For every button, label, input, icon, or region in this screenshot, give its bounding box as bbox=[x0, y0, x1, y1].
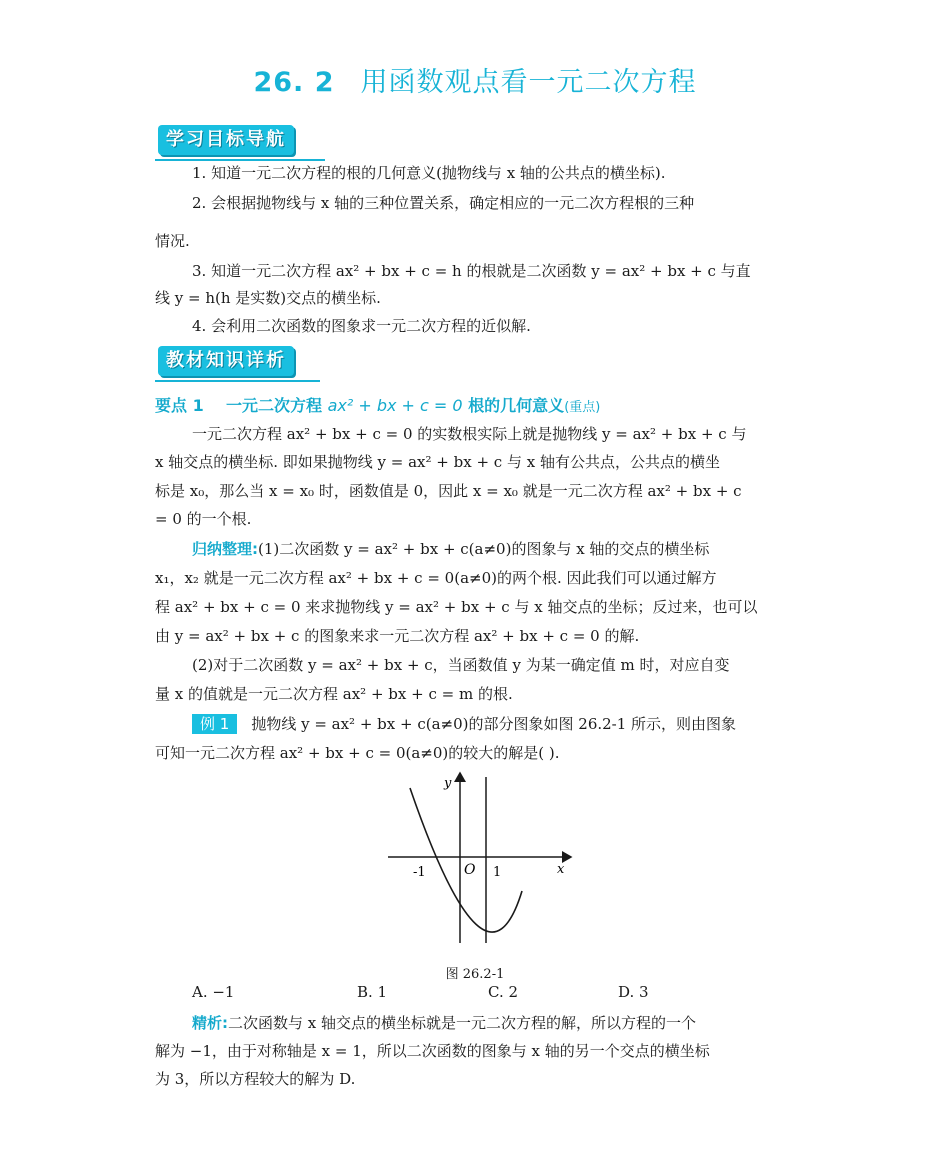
y-label: y bbox=[444, 776, 452, 791]
keypoint-title-after: 根的几何意义 bbox=[462, 396, 565, 415]
example-line-2: 可知一元二次方程 ax² + bx + c = 0(a≠0)的较大的解是( ). bbox=[155, 744, 560, 762]
keypoint-label: 要点 1 bbox=[155, 396, 204, 415]
example-line-1 bbox=[192, 714, 842, 734]
analysis-text-1: 二次函数与 x 轴交点的横坐标就是一元二次方程的解，所以方程的一个 bbox=[228, 1014, 696, 1032]
kp-line-4: = 0 的一个根. bbox=[155, 510, 252, 528]
example-text-1: 抛物线 y = ax² + bx + c(a≠0)的部分图象如图 26.2-1 所示，则由图象 bbox=[251, 715, 737, 733]
goals-banner bbox=[155, 125, 325, 161]
summary-line-3: 程 ax² + bx + c = 0 来求抛物线 y = ax² + bx + c 与 x 轴交点的坐标；反过来，也可以 bbox=[155, 598, 758, 616]
summary-label: 归纳整理: bbox=[192, 540, 258, 558]
parabola-curve bbox=[410, 788, 522, 932]
section-number: 26. 2 bbox=[253, 67, 335, 98]
analysis-banner-label: 教材知识详析 bbox=[158, 346, 294, 376]
goals-banner-label: 学习目标导航 bbox=[158, 125, 294, 155]
goal-1: 1. 知道一元二次方程的根的几何意义(抛物线与 x 轴的公共点的横坐标). bbox=[192, 164, 666, 182]
option-b: B. 1 bbox=[357, 983, 388, 1001]
kp-line-2: x 轴交点的横坐标. 即如果抛物线 y = ax² + bx + c 与 x 轴有公共点，公共点的横坐 bbox=[155, 453, 720, 471]
page-title bbox=[0, 60, 950, 99]
analysis-banner bbox=[155, 346, 320, 382]
banner-underline bbox=[155, 159, 325, 161]
goal-2: 2. 会根据抛物线与 x 轴的三种位置关系，确定相应的一元二次方程根的三种 bbox=[192, 194, 695, 212]
kp-line-3: 标是 x₀，那么当 x = x₀ 时，函数值是 0，因此 x = x₀ 就是一元二次方程 ax² + bx + c bbox=[155, 482, 742, 500]
option-a: A. −1 bbox=[192, 983, 235, 1001]
parabola-figure bbox=[383, 765, 578, 945]
analysis-line-3: 为 3，所以方程较大的解为 D. bbox=[155, 1070, 356, 1088]
summary-line-6: 量 x 的值就是一元二次方程 ax² + bx + c = m 的根. bbox=[155, 685, 513, 703]
option-c: C. 2 bbox=[488, 983, 519, 1001]
origin-label: O bbox=[464, 862, 476, 878]
summary-line-5: (2)对于二次函数 y = ax² + bx + c，当函数值 y 为某一确定值 m 时，对应自变 bbox=[192, 656, 730, 674]
goal-2-cont: 情况. bbox=[155, 232, 190, 250]
summary-line-4: 由 y = ax² + bx + c 的图象来求一元二次方程 ax² + bx + c = 0 的解. bbox=[155, 627, 640, 645]
summary-text-1: (1)二次函数 y = ax² + bx + c(a≠0)的图象与 x 轴的交点的横坐标 bbox=[258, 540, 710, 558]
keypoint-heading bbox=[155, 393, 600, 416]
goal-3: 3. 知道一元二次方程 ax² + bx + c = h 的根就是二次函数 y = ax² + bx + c 与直 bbox=[192, 262, 751, 280]
keypoint-tag: (重点) bbox=[564, 400, 601, 415]
keypoint-title: 一元二次方程 bbox=[226, 396, 328, 415]
figure-caption: 图 26.2-1 bbox=[445, 967, 505, 982]
analysis-label: 精析: bbox=[192, 1014, 228, 1032]
analysis-line-2: 解为 −1，由于对称轴是 x = 1，所以二次函数的图象与 x 轴的另一个交点的横坐标 bbox=[155, 1042, 710, 1060]
example-label: 例 1 bbox=[192, 714, 237, 734]
one-label: 1 bbox=[493, 865, 502, 880]
neg-one-label: -1 bbox=[413, 865, 426, 880]
x-label: x bbox=[557, 862, 565, 877]
analysis-line-1 bbox=[192, 1013, 842, 1033]
section-title: 用函数观点看一元二次方程 bbox=[360, 67, 697, 98]
goal-3-cont: 线 y = h(h 是实数)交点的横坐标. bbox=[155, 289, 381, 307]
summary-line-2: x₁，x₂ 就是一元二次方程 ax² + bx + c = 0(a≠0)的两个根. 因此我们可以通过解方 bbox=[155, 569, 717, 587]
goal-4: 4. 会利用二次函数的图象求一元二次方程的近似解. bbox=[192, 317, 531, 335]
option-d: D. 3 bbox=[618, 983, 649, 1001]
banner-underline bbox=[155, 380, 320, 382]
keypoint-formula: ax² + bx + c = 0 bbox=[327, 396, 463, 415]
summary-line-1 bbox=[192, 539, 842, 559]
kp-line-1: 一元二次方程 ax² + bx + c = 0 的实数根实际上就是抛物线 y = ax² + bx + c 与 bbox=[192, 425, 747, 443]
